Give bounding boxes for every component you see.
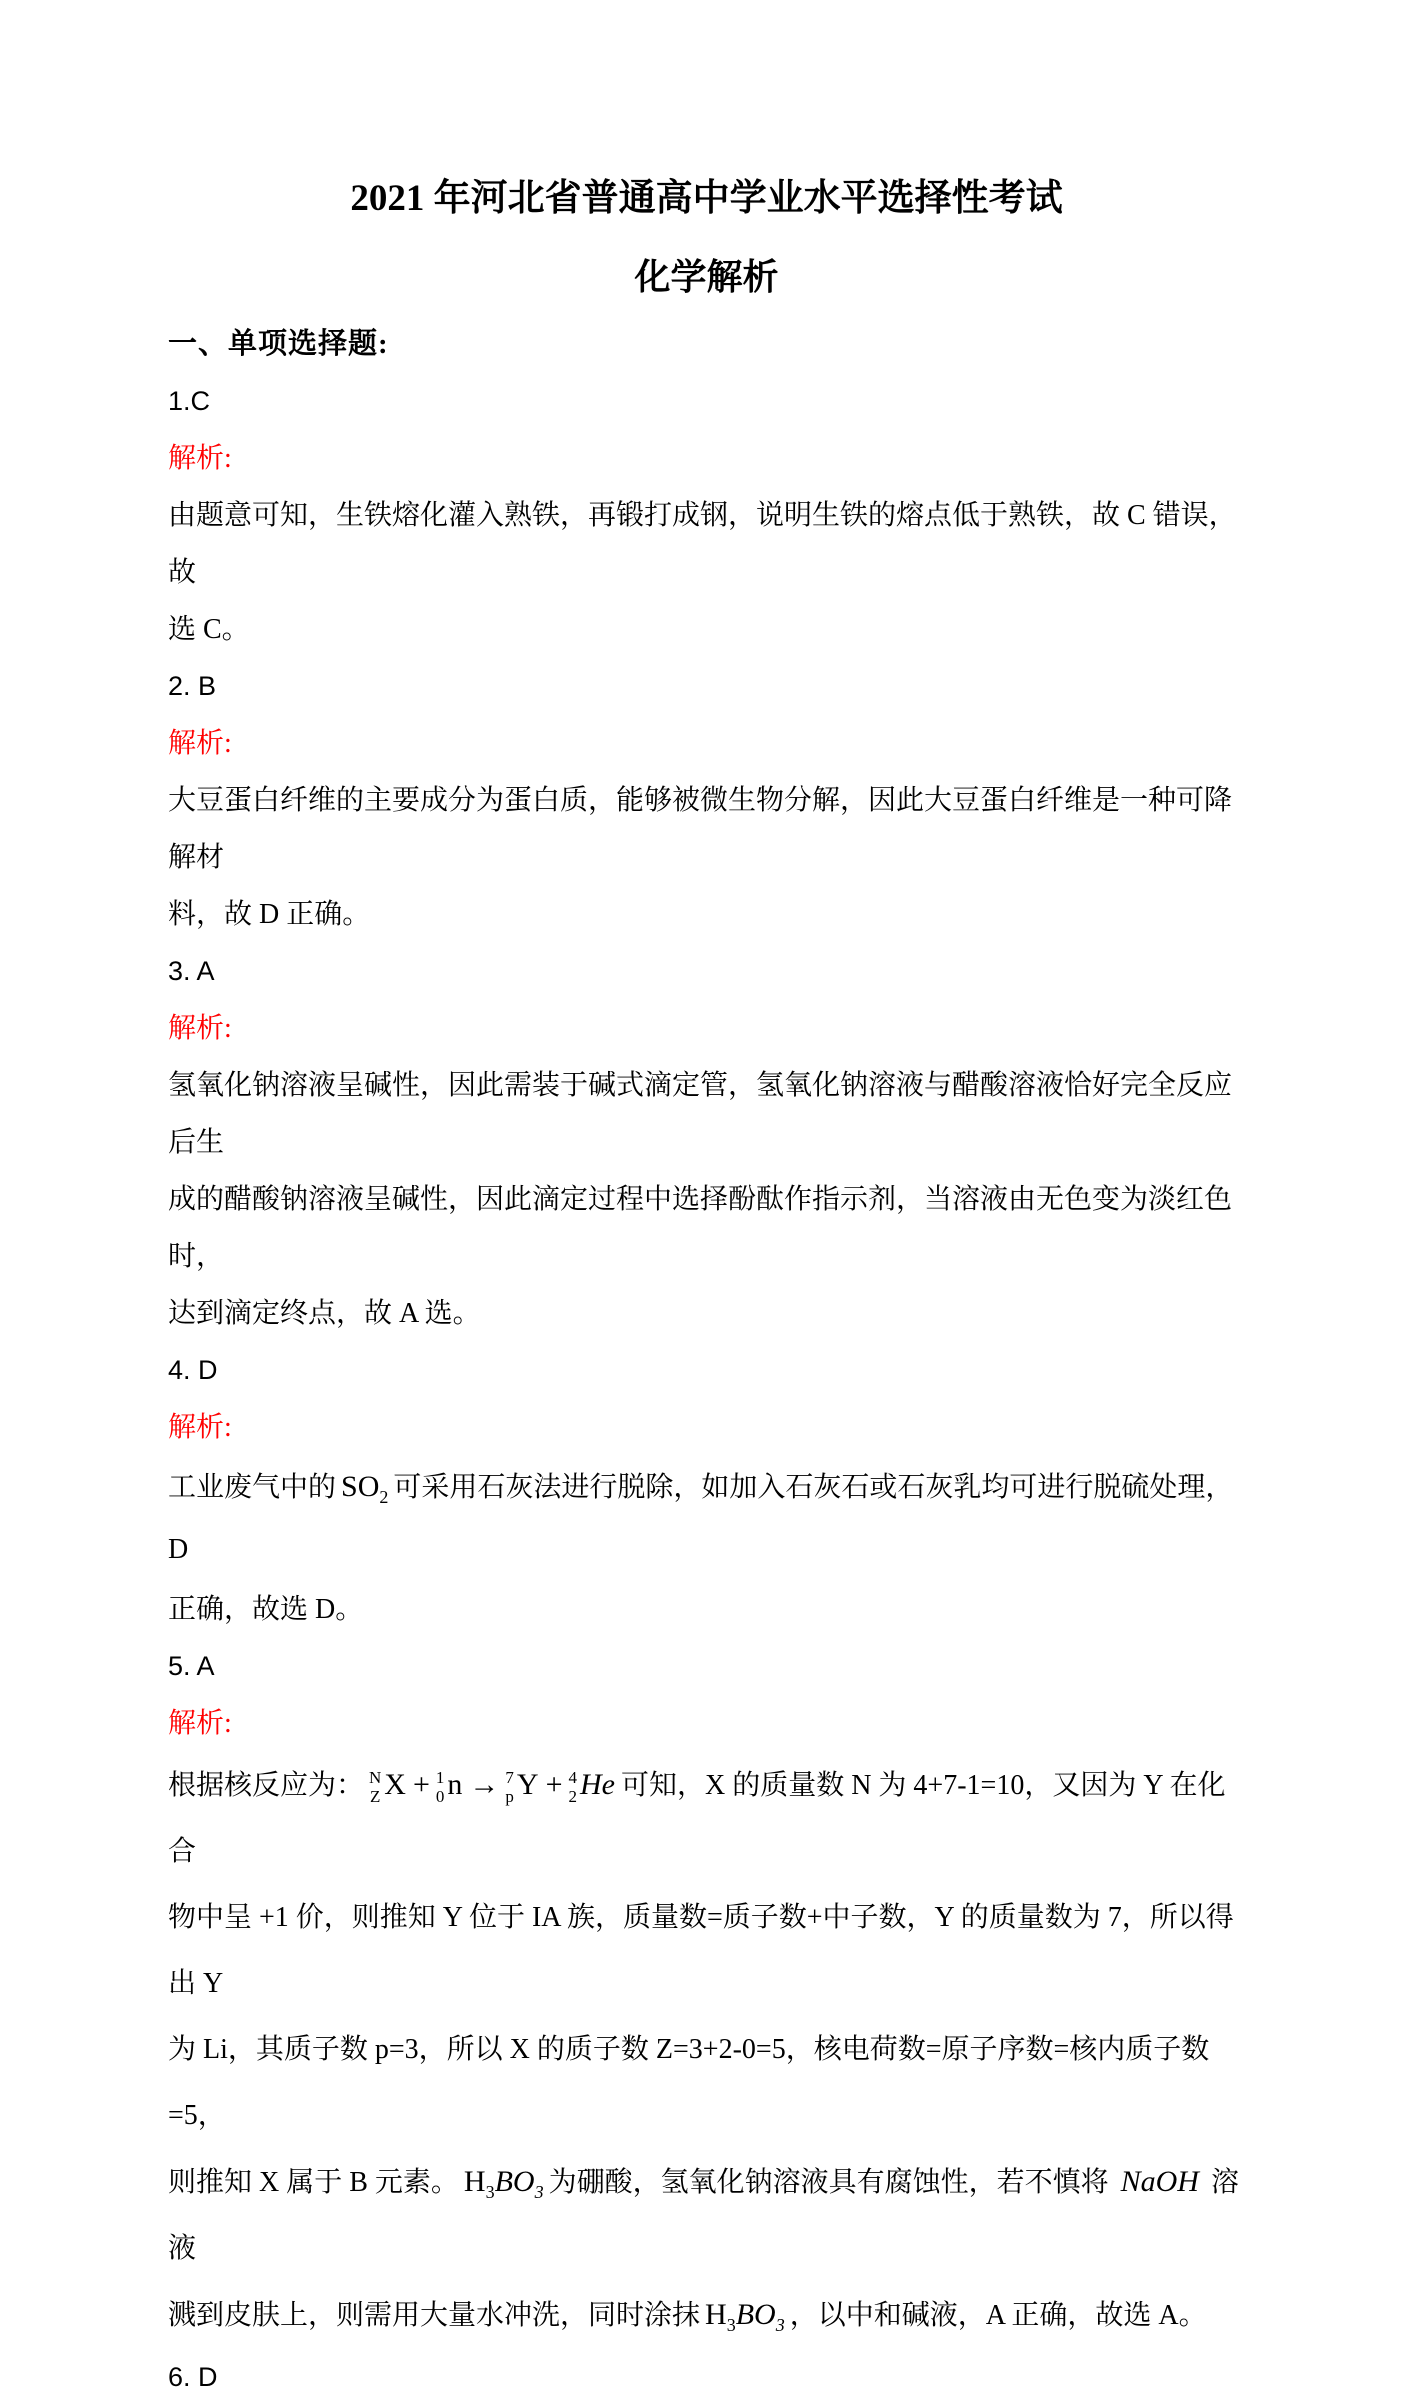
text-segment: 根据核反应为： [168, 1770, 365, 1801]
text-segment: 工业废气中的 [168, 1472, 337, 1503]
explanation-label-5: 解析: [168, 1708, 232, 1739]
plus-sign: + [412, 1768, 430, 1801]
explanation-line: 料，故 D 正确。 [168, 899, 371, 930]
atomic-number: Z [369, 1787, 381, 1807]
nuclear-equation [368, 1767, 617, 1807]
mass-number: 4 [568, 1767, 577, 1787]
mass-number: 7 [505, 1767, 514, 1787]
reaction-arrow: → [469, 1768, 500, 1801]
explanation-line [168, 1456, 1245, 1581]
explanation-line: 物中呈 +1 价，则推知 Y 位于 IA 族，质量数=质子数+中子数，Y 的质量数为 7，所以得出 Y [168, 1902, 1234, 1999]
answer-number-4: 4. D [168, 1355, 218, 1385]
isotope-stack [436, 1768, 445, 1807]
text-segment: 可知，X 的质量数 N 为 4+7-1=10，又因为 Y 在化合 [168, 1770, 1226, 1867]
text-segment: 则推知 X 属于 B 元素。 [168, 2167, 459, 2198]
formula-base: H [705, 2298, 727, 2331]
doc-title: 2021 年河北省普通高中学业水平选择性考试 [350, 178, 1063, 219]
formula-base: SO [341, 1470, 380, 1503]
text-segment: 溶液 [168, 2167, 1239, 2264]
atomic-number: 2 [568, 1787, 577, 1807]
atomic-number: 0 [435, 1787, 445, 1807]
atomic-number: p [505, 1787, 514, 1807]
explanation-line [168, 1752, 1245, 1885]
formula-subscript: 3 [726, 2315, 736, 2335]
answer-number-1: 1.C [168, 386, 211, 416]
explanation-line: 氢氧化钠溶液呈碱性，因此需装于碱式滴定管，氢氧化钠溶液与醋酸溶液恰好完全反应后生 [168, 1070, 1233, 1158]
element-symbol: He [579, 1768, 615, 1801]
explanation-line: 成的醋酸钠溶液呈碱性，因此滴定过程中选择酚酞作指示剂，当溶液由无色变为淡红色时， [168, 1184, 1233, 1272]
explanation-line: 达到滴定终点，故 A 选。 [168, 1298, 481, 1329]
formula-subscript: 3 [775, 2315, 785, 2335]
explanation-line: 正确，故选 D。 [168, 1594, 364, 1625]
formula-base: H [463, 2165, 486, 2198]
mass-number: 1 [435, 1767, 445, 1787]
explanation-line [168, 2149, 1245, 2282]
formula-subscript: 3 [485, 2182, 495, 2202]
explanation-line [168, 2282, 1245, 2349]
answer-number-6: 6. D [168, 2362, 218, 2392]
chemical-formula-so2 [341, 1470, 389, 1507]
answer-number-5: 5. A [168, 1651, 215, 1681]
chemical-formula-naoh: NaOH [1120, 2165, 1199, 2198]
doc-subtitle: 化学解析 [634, 257, 779, 297]
plus-sign: + [545, 1768, 563, 1801]
isotope-stack [369, 1768, 381, 1807]
element-symbol: n [447, 1768, 463, 1801]
element-symbol: X [384, 1768, 406, 1801]
text-segment: 可采用石灰法进行脱除，如加入石灰石或石灰乳均可进行脱硫处理，D [168, 1472, 1234, 1565]
text-segment: 溅到皮肤上，则需用大量水冲洗，同时涂抹 [168, 2300, 701, 2331]
chemical-formula-h3bo3 [463, 2165, 544, 2202]
formula-base: BO [735, 2298, 776, 2331]
explanation-line: 由题意可知，生铁熔化灌入熟铁，再锻打成钢，说明生铁的熔点低于熟铁，故 C 错误，故 [168, 500, 1237, 588]
explanation-label-2: 解析: [168, 728, 232, 759]
answer-number-2: 2. B [168, 671, 217, 701]
formula-base: BO [494, 2165, 535, 2198]
formula-subscript: 2 [379, 1487, 389, 1507]
explanation-line: 选 C。 [168, 614, 250, 645]
isotope-stack [505, 1768, 514, 1807]
explanation-line: 为 Li，其质子数 p=3，所以 X 的质子数 Z=3+2-0=5，核电荷数=原子序数=核内质子数=5， [168, 2034, 1210, 2131]
section-heading: 一、单项选择题: [168, 328, 389, 360]
explanation-line: 大豆蛋白纤维的主要成分为蛋白质，能够被微生物分解，因此大豆蛋白纤维是一种可降解材 [168, 785, 1233, 873]
chemical-formula-h3bo3 [705, 2298, 785, 2335]
explanation-label-4: 解析: [168, 1412, 232, 1443]
isotope-stack [568, 1768, 577, 1807]
element-symbol: Y [516, 1768, 539, 1801]
text-segment: 为硼酸，氢氧化钠溶液具有腐蚀性，若不慎将 [548, 2167, 1109, 2198]
explanation-label-1: 解析: [168, 443, 232, 474]
formula-subscript: 3 [534, 2182, 544, 2202]
explanation-label-3: 解析: [168, 1013, 232, 1044]
mass-number: N [369, 1767, 382, 1787]
answer-number-3: 3. A [168, 956, 215, 986]
text-segment: ，以中和碱液，A 正确，故选 A。 [789, 2300, 1207, 2331]
